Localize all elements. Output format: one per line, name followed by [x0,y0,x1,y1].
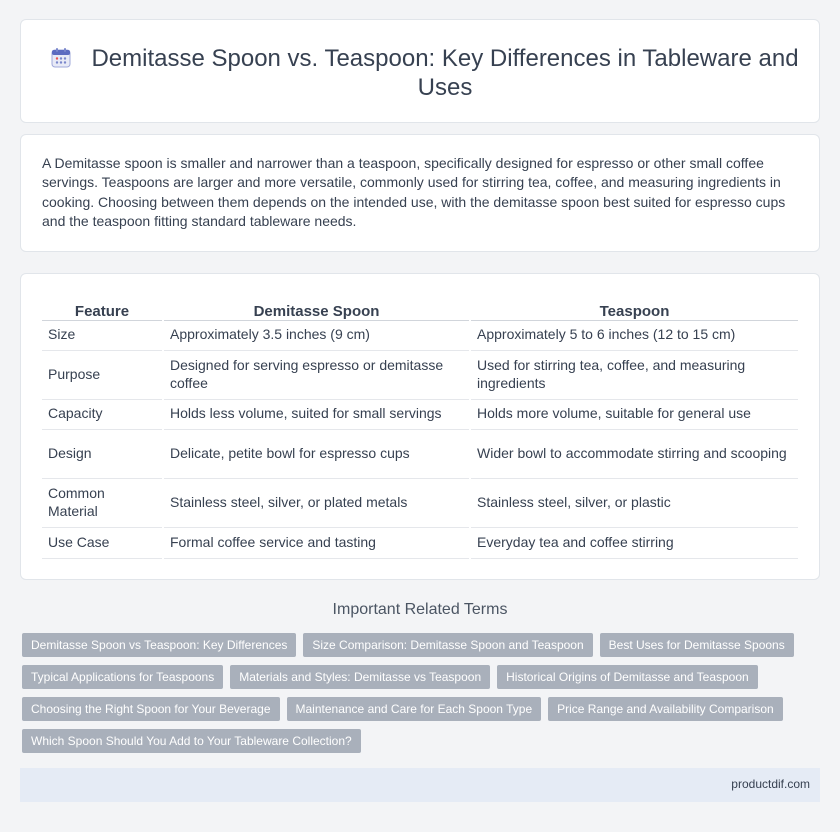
comparison-table-card [20,273,820,580]
demitasse-cell: Designed for serving espresso or demitasse coffee [163,350,470,399]
related-term-chip[interactable]: Materials and Styles: Demitasse vs Teaspoon [230,665,490,689]
intro-card [20,134,820,252]
related-term-chip[interactable]: Demitasse Spoon vs Teaspoon: Key Differences [22,633,296,657]
demitasse-cell: Holds less volume, suited for small servings [163,399,470,429]
related-term-chip[interactable]: Choosing the Right Spoon for Your Beverage [22,697,280,721]
related-term-chip[interactable]: Typical Applications for Teaspoons [22,665,223,689]
demitasse-cell: Approximately 3.5 inches (9 cm) [163,320,470,350]
related-terms-list [22,633,822,761]
feature-cell: Capacity [42,399,163,429]
calendar-icon [50,47,72,69]
feature-cell: Size [42,320,163,350]
table-row [42,527,798,558]
page-title: Demitasse Spoon vs. Teaspoon: Key Differences in Tableware and Uses [91,45,799,101]
teaspoon-cell: Approximately 5 to 6 inches (12 to 15 cm) [470,320,798,350]
related-term-chip[interactable]: Which Spoon Should You Add to Your Tableware Collection? [22,729,361,753]
header-feature: Feature [42,297,163,320]
comparison-table [42,297,798,559]
header-demitasse: Demitasse Spoon [163,297,470,320]
teaspoon-cell: Stainless steel, silver, or plastic [470,478,798,527]
footer [20,768,820,802]
demitasse-cell: Formal coffee service and tasting [163,527,470,558]
table-header-row [42,297,798,320]
related-term-chip[interactable]: Size Comparison: Demitasse Spoon and Teaspoon [303,633,592,657]
title-card [20,19,820,123]
teaspoon-cell: Holds more volume, suitable for general use [470,399,798,429]
footer-site-link[interactable]: productdif.com [731,777,810,791]
related-term-chip[interactable]: Price Range and Availability Comparison [548,697,783,721]
related-term-chip[interactable]: Maintenance and Care for Each Spoon Type [287,697,542,721]
header-teaspoon: Teaspoon [470,297,798,320]
feature-cell: Design [42,429,163,478]
related-term-chip[interactable]: Historical Origins of Demitasse and Teaspoon [497,665,758,689]
table-row [42,350,798,399]
intro-paragraph: A Demitasse spoon is smaller and narrower than a teaspoon, specifically designed for espresso or other small coffee servings. Teaspoons are larger and more versatile, commonly used for stirring tea, coffee, and measuring ingredients in cooking. Choosing between them depends on the intended use, with the demitasse spoon best suited for espresso cups and the teaspoon fitting standard tableware needs. [42,155,786,230]
related-terms-title: Important Related Terms [332,601,508,618]
table-row [42,320,798,350]
table-row [42,399,798,429]
demitasse-cell: Stainless steel, silver, or plated metals [163,478,470,527]
related-term-chip[interactable]: Best Uses for Demitasse Spoons [600,633,794,657]
table-row [42,429,798,478]
feature-cell: Use Case [42,527,163,558]
table-row [42,478,798,527]
teaspoon-cell: Used for stirring tea, coffee, and measuring ingredients [470,350,798,399]
feature-cell: Purpose [42,350,163,399]
teaspoon-cell: Everyday tea and coffee stirring [470,527,798,558]
teaspoon-cell: Wider bowl to accommodate stirring and scooping [470,429,798,478]
demitasse-cell: Delicate, petite bowl for espresso cups [163,429,470,478]
feature-cell: Common Material [42,478,163,527]
